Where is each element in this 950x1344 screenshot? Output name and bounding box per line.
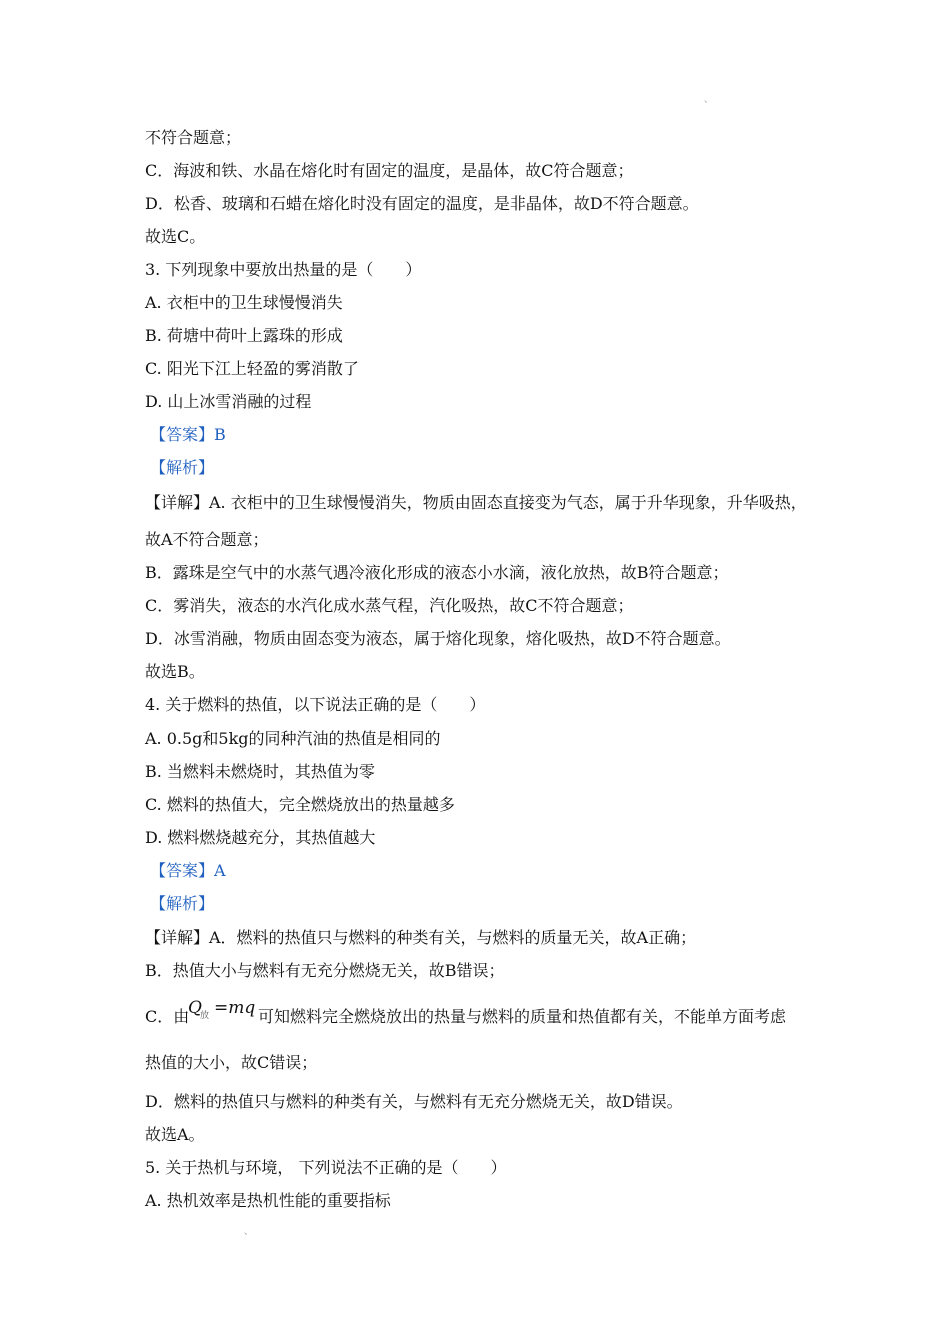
- option-d: D. 山上冰雪消融的过程: [145, 392, 312, 411]
- option-a: A. 热机效率是热机性能的重要指标: [145, 1191, 391, 1210]
- question-4: 4. 关于燃料的热值，以下说法正确的是（ ）: [145, 695, 486, 714]
- formula-symbol: Q: [188, 998, 202, 1018]
- text-line: 不符合题意；: [145, 128, 242, 147]
- text-line: 故选A。: [145, 1125, 205, 1144]
- answer-label: 【答案】B: [150, 425, 226, 444]
- option-a: A. 衣柜中的卫生球慢慢消失: [145, 293, 343, 312]
- formula-q-mq: [188, 998, 256, 1028]
- question-3: 3. 下列现象中要放出热量的是（ ）: [145, 260, 422, 279]
- text-line-prefix: C．由: [145, 1007, 190, 1026]
- corner-mark-top: 、: [704, 95, 714, 105]
- text-line: 故选B。: [145, 662, 205, 681]
- text-line: 故选C。: [145, 227, 206, 246]
- corner-mark-bottom: 、: [244, 1227, 254, 1237]
- option-c: C. 燃料的热值大，完全燃烧放出的热量越多: [145, 795, 455, 814]
- text-line: B．露珠是空气中的水蒸气遇冷液化形成的液态小水滴，液化放热，故B符合题意；: [145, 563, 729, 582]
- formula-subscript: 放: [200, 1011, 210, 1021]
- formula-rhs: =mq: [214, 998, 256, 1018]
- question-5: 5. 关于热机与环境， 下列说法不正确的是（ ）: [145, 1158, 507, 1177]
- analysis-label: 【解析】: [150, 894, 215, 913]
- option-c: C. 阳光下江上轻盈的雾消散了: [145, 359, 359, 378]
- option-b: B. 当燃料未燃烧时，其热值为零: [145, 762, 375, 781]
- text-line: D．燃料的热值只与燃料的种类有关，与燃料有无充分燃烧无关，故D错误。: [145, 1092, 683, 1111]
- text-line-suffix: 可知燃料完全燃烧放出的热量与燃料的质量和热值都有关，不能单方面考虑: [258, 1007, 787, 1026]
- detail-line: 【详解】A．燃料的热值只与燃料的种类有关，与燃料的质量无关，故A正确；: [145, 928, 697, 947]
- text-line: B．热值大小与燃料有无充分燃烧无关，故B错误；: [145, 961, 505, 980]
- text-line: C．雾消失，液态的水汽化成水蒸气程，汽化吸热，故C不符合题意；: [145, 596, 634, 615]
- option-a: A. 0.5g和5kg的同种汽油的热值是相同的: [145, 729, 441, 748]
- text-line: D．松香、玻璃和石蜡在熔化时没有固定的温度，是非晶体，故D不符合题意。: [145, 194, 699, 213]
- detail-line: 【详解】A. 衣柜中的卫生球慢慢消失，物质由固态直接变为气态，属于升华现象，升华吸热，: [145, 493, 807, 512]
- text-line: D．冰雪消融，物质由固态变为液态，属于熔化现象，熔化吸热，故D不符合题意。: [145, 629, 731, 648]
- text-line: 热值的大小，故C错误；: [145, 1053, 318, 1072]
- text-line: C．海波和铁、水晶在熔化时有固定的温度，是晶体，故C符合题意；: [145, 161, 634, 180]
- analysis-label: 【解析】: [150, 458, 215, 477]
- option-d: D. 燃料燃烧越充分，其热值越大: [145, 828, 376, 847]
- text-line: 故A不符合题意；: [145, 530, 269, 549]
- answer-label: 【答案】A: [150, 861, 226, 880]
- option-b: B. 荷塘中荷叶上露珠的形成: [145, 326, 343, 345]
